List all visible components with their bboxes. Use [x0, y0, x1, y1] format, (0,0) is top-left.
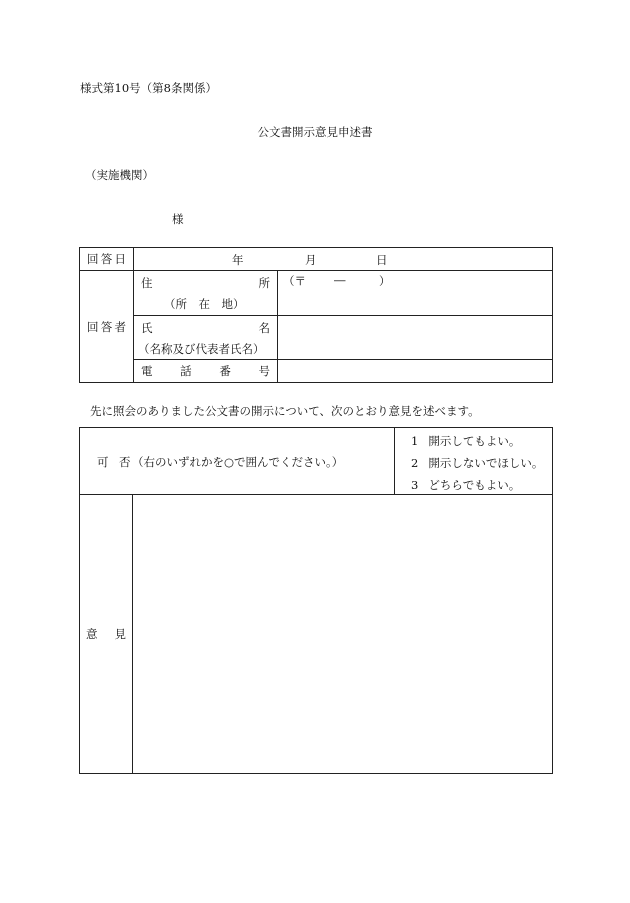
option-1[interactable]	[411, 433, 520, 449]
approval-options-cell	[395, 428, 553, 495]
address-sublabel: （所 在 地）	[164, 297, 245, 311]
page-title: 公文書開示意見申述書	[257, 125, 373, 139]
option-3[interactable]	[411, 477, 520, 493]
name-label: 氏 名 （名称及び代表者氏名）	[134, 316, 278, 360]
postal-dash: ―	[334, 273, 346, 287]
option-text: 開示してもよい。	[428, 434, 521, 448]
approval-label-cell	[80, 428, 395, 495]
address-label: 住 所 （所 在 地）	[134, 271, 278, 316]
phone-row	[80, 360, 553, 383]
approval-note: （右のいずれかを○で囲んでください。）	[132, 455, 344, 469]
respondent-table	[79, 247, 553, 383]
name-field[interactable]	[278, 316, 553, 360]
implementing-agency: （実施機関）	[85, 168, 154, 182]
year-unit: 年	[232, 253, 244, 267]
respondent-label: 回 答 者	[80, 271, 134, 383]
opinion-field[interactable]	[133, 495, 553, 774]
date-row	[80, 248, 553, 271]
date-label: 回 答 日	[80, 248, 134, 271]
name-sublabel: （名称及び代表者氏名）	[138, 342, 265, 356]
postal-open: （〒	[283, 274, 306, 288]
approval-row	[80, 428, 553, 495]
option-text: 開示しないでほしい。	[428, 456, 544, 470]
phone-field[interactable]	[278, 360, 553, 383]
address-field[interactable]	[278, 271, 553, 316]
month-unit: 月	[305, 253, 317, 267]
addressee-suffix: 様	[172, 212, 184, 226]
postal-close: ）	[379, 274, 391, 288]
phone-label: 電 話 番 号	[134, 360, 278, 383]
approval-char-ka: 可	[97, 455, 109, 469]
statement-text: 先に照会のありました公文書の開示について、次のとおり意見を述べます。	[90, 404, 480, 418]
option-number: 1	[411, 434, 419, 448]
option-2[interactable]	[411, 455, 543, 471]
approval-char-hi: 否	[119, 455, 131, 469]
form-number: 様式第10号（第8条関係）	[80, 81, 217, 95]
option-text: どちらでもよい。	[428, 478, 521, 492]
option-number: 2	[411, 456, 419, 470]
option-number: 3	[411, 478, 419, 492]
name-row	[80, 316, 553, 360]
opinion-row	[80, 495, 553, 774]
address-row	[80, 271, 553, 316]
opinion-table	[79, 427, 553, 774]
date-field[interactable]	[134, 248, 553, 271]
opinion-label: 意 見	[80, 495, 133, 774]
day-unit: 日	[376, 253, 388, 267]
